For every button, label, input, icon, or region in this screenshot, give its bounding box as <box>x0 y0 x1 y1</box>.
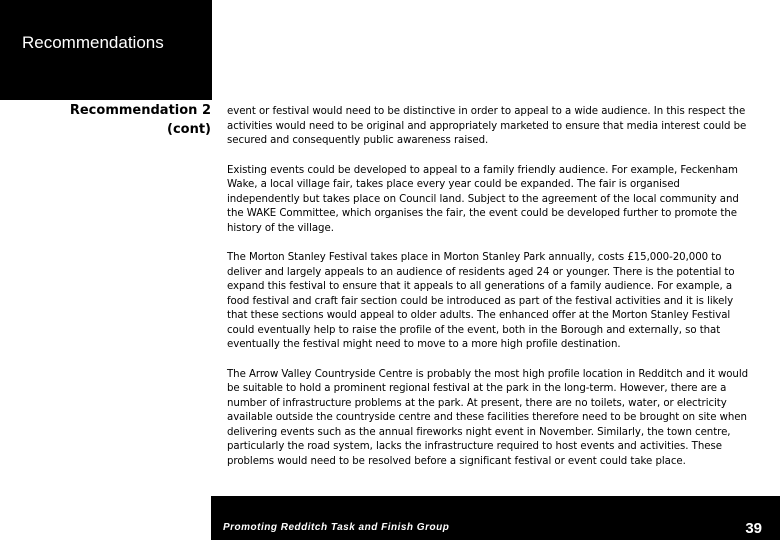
body-content <box>227 105 755 484</box>
recommendation-label-line2: (cont) <box>167 122 211 137</box>
paragraph-2: Existing events could be developed to appeal to a family friendly audience. For example, Feckenham Wake, a local village fair, takes place every year could be expanded. The fair is organised independently but takes place on Council land. Subject to the agreement of the local community and the WAKE Committee, which organises the fair, the event could be developed further to promote the history of the village. <box>227 164 739 234</box>
recommendation-label-line1: Recommendation 2 <box>69 103 211 118</box>
page-title: Recommendations <box>22 33 164 52</box>
footer-bar <box>211 496 780 540</box>
recommendation-label <box>40 101 211 139</box>
page-number: 39 <box>745 520 762 537</box>
paragraph-4: The Arrow Valley Countryside Centre is probably the most high profile location in Redditch and it would be suitable to hold a prominent regional festival at the park in the long-term. However, there are a number of infrastructure problems at the park. At present, there are no toilets, water, or electricity available outside the countryside centre and these facilities therefore need to be brought on site when delivering events such as the annual fireworks night event in November. Similarly, the town centre, particularly the road system, lacks the infrastructure required to host events and activities. These problems would need to be resolved before a significant festival or event could take place. <box>227 368 749 467</box>
paragraph-3: The Morton Stanley Festival takes place in Morton Stanley Park annually, costs £15,000-20,000 to deliver and largely appeals to an audience of residents aged 24 or younger. There is the potential to expand this festival to ensure that it appeals to all generations of a family audience. For example, a food festival and craft fair section could be introduced as part of the festival activities and it is likely that these sections would appeal to older adults. The enhanced offer at the Morton Stanley Festival could eventually help to raise the profile of the event, both in the Borough and externally, so that eventually the festival might need to move to a more high profile destination. <box>227 252 735 350</box>
paragraph-1: event or festival would need to be distinctive in order to appeal to a wide audience. In this respect the activities would need to be original and appropriately marketed to ensure that media interest could be secured and consequently public awareness raised. <box>227 106 747 146</box>
header-block <box>0 0 212 100</box>
footer-text: Promoting Redditch Task and Finish Group <box>223 522 450 533</box>
